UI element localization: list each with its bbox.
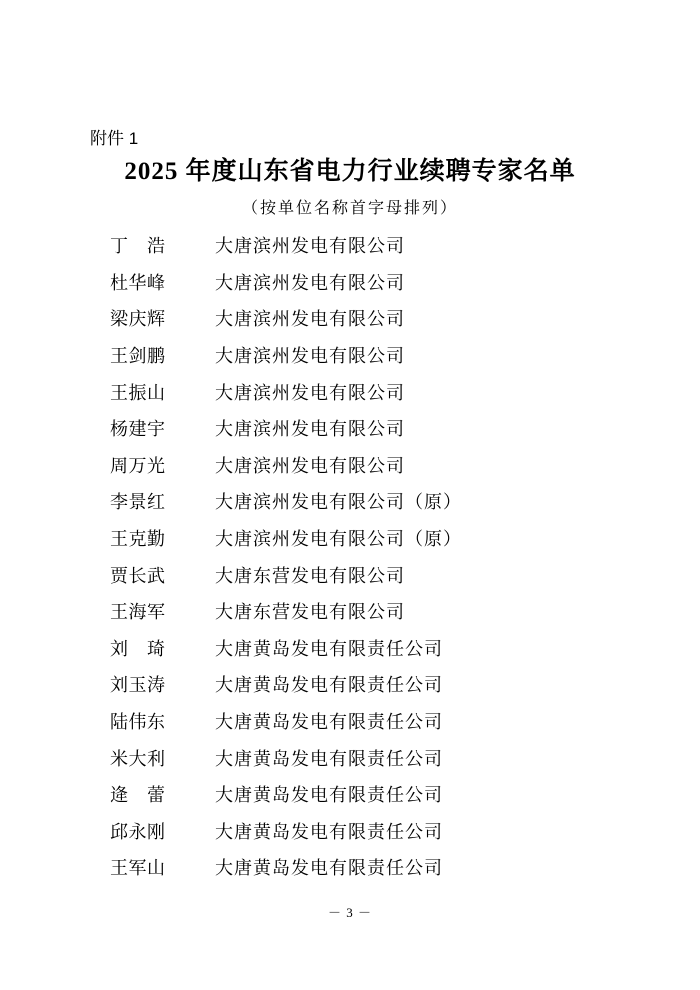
expert-company: 大唐黄岛发电有限责任公司 <box>215 748 443 769</box>
list-item <box>0 337 700 374</box>
expert-company: 大唐滨州发电有限公司 <box>215 382 405 403</box>
expert-name: 王振山 <box>110 382 166 403</box>
expert-name: 杜华峰 <box>110 272 166 293</box>
page-number: － 3 － <box>327 905 372 920</box>
page-title: 2025 年度山东省电力行业续聘专家名单 <box>124 158 576 185</box>
expert-name: 刘玉涛 <box>110 675 166 696</box>
expert-name: 丁 浩 <box>110 236 166 257</box>
expert-name: 邱永刚 <box>110 821 166 842</box>
list-item <box>0 556 700 593</box>
expert-name: 刘 琦 <box>110 638 166 659</box>
list-item <box>0 666 700 703</box>
expert-company: 大唐东营发电有限公司 <box>215 565 405 586</box>
list-item <box>0 520 700 557</box>
list-item <box>0 483 700 520</box>
list-item <box>0 264 700 301</box>
expert-name: 逄 蕾 <box>110 785 166 806</box>
expert-name: 王剑鹏 <box>110 346 166 367</box>
expert-name: 杨建宇 <box>110 419 166 440</box>
list-item <box>0 300 700 337</box>
expert-company: 大唐滨州发电有限公司 <box>215 272 405 293</box>
expert-company: 大唐滨州发电有限公司 <box>215 236 405 257</box>
expert-company: 大唐黄岛发电有限责任公司 <box>215 858 443 879</box>
expert-company: 大唐滨州发电有限公司（原） <box>215 492 462 513</box>
list-item <box>0 410 700 447</box>
expert-company: 大唐滨州发电有限公司（原） <box>215 529 462 550</box>
expert-company: 大唐滨州发电有限公司 <box>215 419 405 440</box>
expert-company: 大唐滨州发电有限公司 <box>215 309 405 330</box>
expert-company: 大唐黄岛发电有限责任公司 <box>215 785 443 806</box>
list-item <box>0 447 700 484</box>
list-item <box>0 373 700 410</box>
list-item <box>0 739 700 776</box>
expert-company: 大唐滨州发电有限公司 <box>215 346 405 367</box>
expert-name: 陆伟东 <box>110 712 166 733</box>
page-subtitle: （按单位名称首字母排列） <box>241 200 458 217</box>
list-item <box>0 849 700 886</box>
expert-name: 王克勤 <box>110 529 166 550</box>
expert-list <box>0 227 700 886</box>
expert-name: 梁庆辉 <box>110 309 166 330</box>
list-item <box>0 813 700 850</box>
expert-name: 李景红 <box>110 492 166 513</box>
attachment-label: 附件 1 <box>90 129 139 148</box>
expert-name: 周万光 <box>110 455 166 476</box>
expert-company: 大唐东营发电有限公司 <box>215 602 405 623</box>
expert-name: 贾长武 <box>110 565 166 586</box>
list-item <box>0 703 700 740</box>
expert-name: 王海军 <box>110 602 166 623</box>
expert-company: 大唐黄岛发电有限责任公司 <box>215 675 443 696</box>
expert-company: 大唐黄岛发电有限责任公司 <box>215 712 443 733</box>
expert-company: 大唐滨州发电有限公司 <box>215 455 405 476</box>
list-item <box>0 593 700 630</box>
expert-name: 王军山 <box>110 858 166 879</box>
list-item <box>0 630 700 667</box>
expert-company: 大唐黄岛发电有限责任公司 <box>215 821 443 842</box>
list-item <box>0 776 700 813</box>
expert-company: 大唐黄岛发电有限责任公司 <box>215 638 443 659</box>
list-item <box>0 227 700 264</box>
expert-name: 米大利 <box>110 748 166 769</box>
